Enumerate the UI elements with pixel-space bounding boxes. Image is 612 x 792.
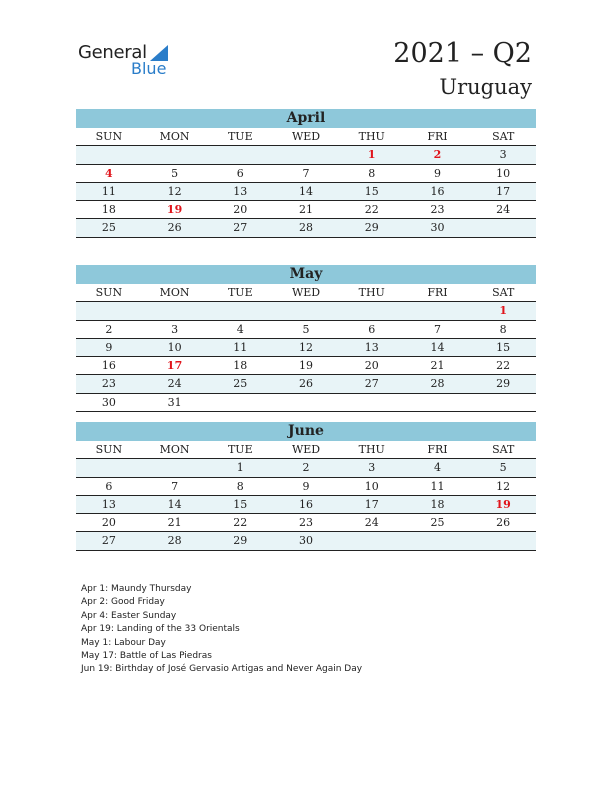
weekday-label: FRI bbox=[427, 443, 448, 456]
weekday-label: SAT bbox=[492, 443, 515, 456]
day-cell: 30 bbox=[430, 221, 445, 235]
day-cell: 19 bbox=[166, 203, 183, 217]
day-cell: 24 bbox=[167, 377, 182, 391]
day-cell: 7 bbox=[433, 322, 441, 336]
week-row bbox=[76, 321, 536, 339]
weekday-label: SAT bbox=[492, 286, 515, 299]
day-cell: 10 bbox=[496, 166, 511, 180]
day-cell: 21 bbox=[167, 516, 182, 530]
day-cell: 3 bbox=[368, 461, 376, 475]
day-cell: 16 bbox=[299, 497, 314, 511]
day-cell: 2 bbox=[302, 461, 310, 475]
day-cell: 14 bbox=[430, 340, 445, 354]
weekday-label: MON bbox=[159, 130, 190, 143]
day-cell: 3 bbox=[171, 322, 179, 336]
day-cell: 27 bbox=[101, 534, 116, 548]
empty-day-cell bbox=[142, 146, 208, 163]
day-cell: 4 bbox=[433, 461, 441, 475]
day-cell: 7 bbox=[302, 166, 310, 180]
weekday-label: FRI bbox=[427, 286, 448, 299]
day-cell: 27 bbox=[364, 377, 379, 391]
weekday-label: TUE bbox=[227, 443, 253, 456]
weekday-label: MON bbox=[159, 443, 190, 456]
day-cell: 18 bbox=[233, 359, 248, 373]
country-name: Uruguay bbox=[439, 75, 532, 99]
day-cell: 5 bbox=[499, 461, 507, 475]
week-row bbox=[76, 339, 536, 357]
day-cell: 8 bbox=[236, 479, 244, 493]
week-row bbox=[76, 146, 536, 164]
week-row bbox=[76, 514, 536, 532]
day-cell: 7 bbox=[171, 479, 179, 493]
week-row bbox=[76, 219, 536, 237]
week-row bbox=[76, 496, 536, 514]
day-cell: 22 bbox=[364, 203, 379, 217]
month-may bbox=[76, 265, 536, 412]
logo-blue-text: Blue bbox=[131, 59, 167, 78]
empty-day-cell bbox=[207, 302, 273, 319]
day-cell: 15 bbox=[364, 184, 379, 198]
holiday-item: May 17: Battle of Las Piedras bbox=[81, 651, 212, 662]
day-cell: 11 bbox=[233, 340, 248, 354]
month-title: June bbox=[76, 422, 536, 441]
empty-day-cell bbox=[470, 219, 536, 236]
day-cell: 23 bbox=[299, 516, 314, 530]
day-cell: 29 bbox=[496, 377, 511, 391]
empty-day-cell bbox=[207, 394, 273, 411]
weekday-label: SUN bbox=[95, 443, 123, 456]
week-row bbox=[76, 165, 536, 183]
month-title: April bbox=[76, 109, 536, 128]
day-cell: 13 bbox=[364, 340, 379, 354]
day-cell: 19 bbox=[495, 497, 511, 511]
day-cell: 26 bbox=[167, 221, 182, 235]
day-cell: 2 bbox=[105, 322, 113, 336]
day-cell: 18 bbox=[101, 203, 116, 217]
week-row bbox=[76, 357, 536, 375]
weekday-label: WED bbox=[291, 130, 321, 143]
holiday-item: May 1: Labour Day bbox=[81, 637, 166, 648]
day-cell: 6 bbox=[368, 322, 376, 336]
week-row bbox=[76, 459, 536, 477]
day-cell: 10 bbox=[167, 340, 182, 354]
week-row bbox=[76, 183, 536, 201]
day-cell: 28 bbox=[430, 377, 445, 391]
day-cell: 28 bbox=[299, 221, 314, 235]
day-cell: 5 bbox=[171, 166, 179, 180]
day-cell: 22 bbox=[233, 516, 248, 530]
day-cell: 6 bbox=[105, 479, 113, 493]
weekday-label: TUE bbox=[227, 130, 253, 143]
day-cell: 28 bbox=[167, 534, 182, 548]
logo-general-text: General bbox=[78, 42, 147, 63]
day-cell: 1 bbox=[236, 461, 244, 475]
weekday-label: WED bbox=[291, 286, 321, 299]
day-cell: 21 bbox=[430, 359, 445, 373]
empty-day-cell bbox=[76, 302, 142, 319]
empty-day-cell bbox=[273, 394, 339, 411]
empty-day-cell bbox=[339, 532, 405, 549]
weekday-label: SAT bbox=[492, 130, 515, 143]
day-cell: 12 bbox=[299, 340, 314, 354]
day-cell: 16 bbox=[430, 184, 445, 198]
day-cell: 2 bbox=[433, 148, 442, 162]
logo bbox=[78, 42, 178, 78]
weekday-label: THU bbox=[358, 443, 385, 456]
week-row bbox=[76, 394, 536, 412]
empty-day-cell bbox=[207, 146, 273, 163]
weekday-header-row bbox=[76, 284, 536, 302]
empty-day-cell bbox=[339, 394, 405, 411]
day-cell: 17 bbox=[496, 184, 511, 198]
weekday-label: TUE bbox=[227, 286, 253, 299]
day-cell: 16 bbox=[101, 359, 116, 373]
day-cell: 1 bbox=[499, 304, 507, 318]
day-cell: 9 bbox=[302, 479, 310, 493]
day-cell: 31 bbox=[167, 395, 182, 409]
weekday-header-row bbox=[76, 128, 536, 146]
day-cell: 6 bbox=[236, 166, 244, 180]
month-title: May bbox=[76, 265, 536, 284]
day-cell: 17 bbox=[364, 497, 379, 511]
day-cell: 10 bbox=[364, 479, 379, 493]
day-cell: 20 bbox=[101, 516, 116, 530]
empty-day-cell bbox=[405, 394, 471, 411]
holiday-item: Apr 1: Maundy Thursday bbox=[81, 584, 192, 594]
day-cell: 4 bbox=[236, 322, 244, 336]
day-cell: 3 bbox=[499, 148, 507, 162]
week-row bbox=[76, 302, 536, 320]
weekday-label: THU bbox=[358, 130, 385, 143]
weekday-label: SUN bbox=[95, 130, 123, 143]
day-cell: 4 bbox=[105, 166, 113, 180]
day-cell: 18 bbox=[430, 497, 445, 511]
day-cell: 9 bbox=[105, 340, 113, 354]
weekday-label: SUN bbox=[95, 286, 123, 299]
day-cell: 20 bbox=[233, 203, 248, 217]
day-cell: 24 bbox=[364, 516, 379, 530]
weekday-label: WED bbox=[291, 443, 321, 456]
empty-day-cell bbox=[470, 532, 536, 549]
month-june bbox=[76, 422, 536, 551]
holiday-item: Apr 2: Good Friday bbox=[81, 597, 165, 608]
day-cell: 27 bbox=[233, 221, 248, 235]
empty-day-cell bbox=[405, 302, 471, 319]
month-april bbox=[76, 109, 536, 238]
day-cell: 25 bbox=[101, 221, 116, 235]
empty-day-cell bbox=[76, 459, 142, 476]
page-title: 2021 – Q2 bbox=[393, 38, 532, 69]
day-cell: 30 bbox=[299, 534, 314, 548]
holiday-item: Apr 4: Easter Sunday bbox=[81, 610, 177, 621]
day-cell: 23 bbox=[430, 203, 445, 217]
day-cell: 26 bbox=[496, 516, 511, 530]
day-cell: 25 bbox=[233, 377, 248, 391]
weekday-label: MON bbox=[159, 286, 190, 299]
day-cell: 19 bbox=[299, 359, 314, 373]
holiday-list bbox=[81, 583, 362, 677]
empty-day-cell bbox=[405, 532, 471, 549]
weekday-label: THU bbox=[358, 286, 385, 299]
day-cell: 26 bbox=[299, 377, 314, 391]
week-row bbox=[76, 201, 536, 219]
empty-day-cell bbox=[470, 394, 536, 411]
day-cell: 8 bbox=[368, 166, 376, 180]
day-cell: 17 bbox=[166, 359, 183, 373]
day-cell: 29 bbox=[364, 221, 379, 235]
day-cell: 12 bbox=[167, 184, 182, 198]
empty-day-cell bbox=[142, 459, 208, 476]
day-cell: 13 bbox=[101, 497, 116, 511]
week-row bbox=[76, 532, 536, 550]
empty-day-cell bbox=[76, 146, 142, 163]
holiday-item: Apr 19: Landing of the 33 Orientals bbox=[81, 624, 240, 635]
day-cell: 14 bbox=[167, 497, 182, 511]
day-cell: 24 bbox=[496, 203, 511, 217]
day-cell: 11 bbox=[101, 184, 116, 198]
day-cell: 12 bbox=[496, 479, 511, 493]
week-row bbox=[76, 375, 536, 393]
empty-day-cell bbox=[142, 302, 208, 319]
weekday-label: FRI bbox=[427, 130, 448, 143]
empty-day-cell bbox=[339, 302, 405, 319]
day-cell: 13 bbox=[233, 184, 248, 198]
day-cell: 5 bbox=[302, 322, 310, 336]
day-cell: 1 bbox=[367, 148, 376, 162]
day-cell: 15 bbox=[496, 340, 511, 354]
day-cell: 29 bbox=[233, 534, 248, 548]
week-row bbox=[76, 478, 536, 496]
holiday-item: Jun 19: Birthday of José Gervasio Artigas and Never Again Day bbox=[81, 664, 363, 675]
day-cell: 11 bbox=[430, 479, 445, 493]
day-cell: 14 bbox=[299, 184, 314, 198]
day-cell: 8 bbox=[499, 322, 507, 336]
day-cell: 9 bbox=[433, 166, 441, 180]
day-cell: 21 bbox=[299, 203, 314, 217]
day-cell: 23 bbox=[101, 377, 116, 391]
empty-day-cell bbox=[273, 146, 339, 163]
day-cell: 25 bbox=[430, 516, 445, 530]
weekday-header-row bbox=[76, 441, 536, 459]
day-cell: 20 bbox=[364, 359, 379, 373]
day-cell: 15 bbox=[233, 497, 248, 511]
day-cell: 30 bbox=[101, 395, 116, 409]
day-cell: 22 bbox=[496, 359, 511, 373]
empty-day-cell bbox=[273, 302, 339, 319]
